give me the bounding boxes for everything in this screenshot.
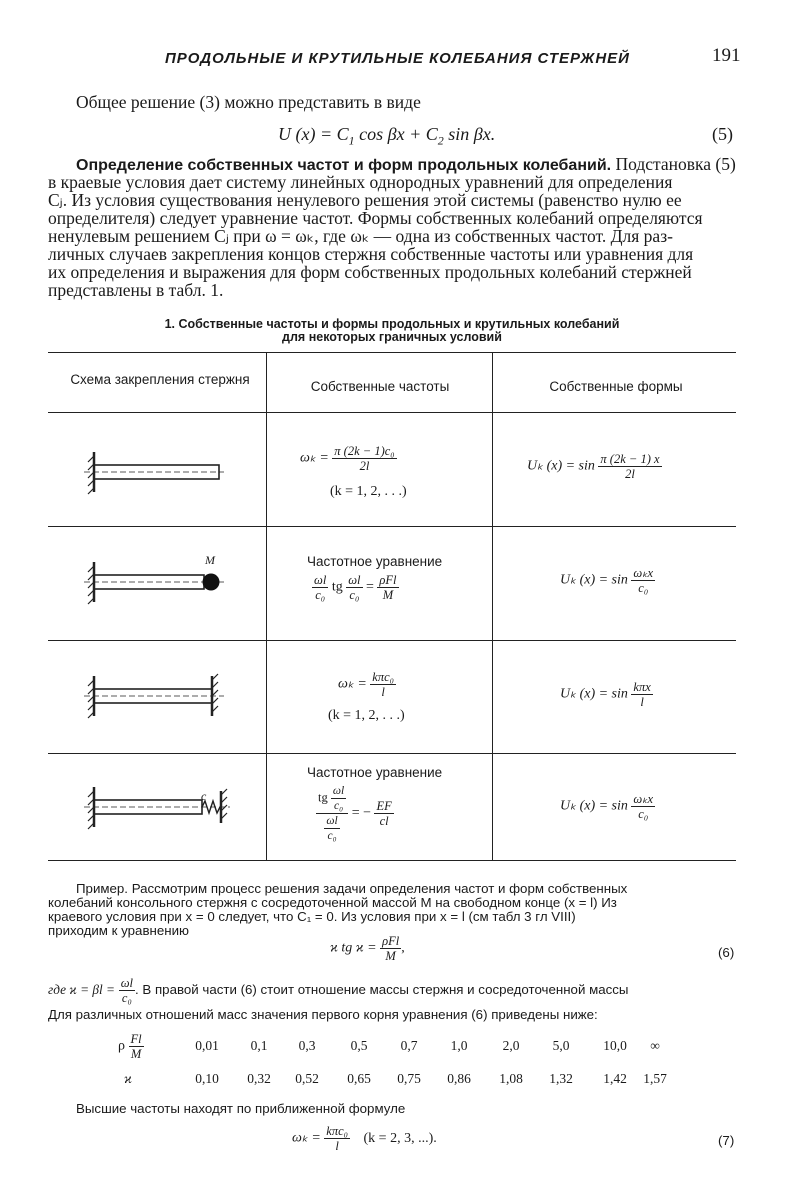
root-value: 0,65 <box>347 1071 371 1086</box>
formula-5: U $(x) = C_1$ $\cos \beta x + C_2$ sin βx. <box>278 124 496 148</box>
ratio-value: 10,0 <box>603 1038 627 1053</box>
row4-frequency-equation: tg $\frac{\omega l}{\text{c₀}}$ $\frac{\omega l}{\text{c₀}}$ = − $\frac{EF}{cl}$ <box>318 785 392 842</box>
section-line-5: ненулевым решением Cⱼ при ω = ωₖ, где ωₖ — одна из собственных частот. Для раз- <box>48 226 673 246</box>
example-line-4: приходим к уравнению <box>48 923 189 938</box>
mass-label: M <box>205 553 215 567</box>
table-caption: 1. Собственные частоты и формы продольных и крутильных колебаний для некоторых граничных условий <box>164 317 620 344</box>
ratio-value: 0,1 <box>250 1038 268 1053</box>
example-line-1: Пример. Рассмотрим процесс решения задачи определения частот и форм собственных <box>76 881 628 896</box>
row1-frequency: ωₖ = $\frac{\text{π (2k − 1)c₀}}{2l}$ <box>300 444 395 473</box>
ratio-value: 0,3 <box>298 1038 316 1053</box>
table-bottom-rule <box>48 860 736 861</box>
root-value: 0,52 <box>295 1071 319 1086</box>
ratio-value: 1,0 <box>450 1038 468 1053</box>
root-value: 0,32 <box>247 1071 271 1086</box>
root-value: 1,08 <box>499 1071 523 1086</box>
row3-form: Uₖ (x) = sin $\frac{\text{kπx}}{l}$ <box>560 680 651 709</box>
fixed-free-rod-diagram <box>80 448 240 498</box>
ratio-row-label: ρ $\frac{Fl}{M}$ <box>118 1032 142 1061</box>
table-row-rule-3 <box>48 753 736 754</box>
row2-frequency-title: Частотное уравнение <box>307 554 443 569</box>
where-line: где ϰ = βl = $\frac{\omega l}{\text{c₀}}$ . В правой части (6) стоит отношение массы стержня и сосредоточенной массы <box>48 976 629 1005</box>
root-value: 0,10 <box>195 1071 219 1086</box>
ratio-value: 2,0 <box>502 1038 520 1053</box>
row4-frequency-title: Частотное уравнение <box>307 765 443 780</box>
fixed-fixed-rod-diagram <box>80 672 240 722</box>
table-header-rule <box>48 412 736 413</box>
section-line-4: определителя) следует уравнение частот. Формы собственных колебаний определяются <box>48 208 703 228</box>
example-line-2: колебаний консольного стержня с сосредоточенной массой M на свободном конце (x = l) Из <box>48 895 617 910</box>
ratio-value: 0,01 <box>195 1038 219 1053</box>
equation-6: ϰ tg ϰ = $\frac{\text{ρFl}}{M}$ , <box>330 934 405 963</box>
section-line-7: их определения и выражения для форм собственных продольных колебаний стержней <box>48 262 692 282</box>
rod-with-end-mass-diagram <box>80 558 240 608</box>
running-title: ПРОДОЛЬНЫЕ И КРУТИЛЬНЫЕ КОЛЕБАНИЯ СТЕРЖНЕЙ <box>165 50 630 67</box>
row4-form: Uₖ (x) = sin $\frac{\text{ωₖx}}{\text{c₀}}$ <box>560 792 654 821</box>
table-col-divider-1 <box>266 353 267 860</box>
footer-text: Высшие частоты находят по приближенной формуле <box>76 1101 406 1116</box>
equation-number-6: (6) <box>718 945 735 960</box>
table-col-divider-2 <box>492 353 493 860</box>
row2-frequency-equation: $\frac{\omega l}{\text{c₀}}$ tg $\frac{\omega l}{\text{c₀}}$ = $\frac{\text{ρFl}}{M}$ <box>314 573 397 602</box>
section-line-3: Cⱼ. Из условия существования ненулевого решения этой системы (равенство нулю ее <box>48 190 682 210</box>
page-number: 191 <box>712 45 741 66</box>
rod-with-spring-diagram <box>80 783 240 833</box>
row3-k-values: (k = 1, 2, . . .) <box>328 708 405 723</box>
table-row-rule-1 <box>48 526 736 527</box>
section-line-8: представлены в табл. 1. <box>48 280 224 300</box>
table-header-forms: Собственные формы <box>549 379 683 394</box>
ratio-value: 0,7 <box>400 1038 418 1053</box>
section-line-2: в краевые условия дает систему линейных однородных уравнений для определения <box>48 172 673 192</box>
row1-k-values: (k = 1, 2, . . .) <box>330 484 407 499</box>
equation-number-5: (5) <box>712 124 733 144</box>
row2-form: Uₖ (x) = sin $\frac{\text{ωₖx}}{\text{c₀}}$ <box>560 566 654 595</box>
root-value: 0,75 <box>397 1071 421 1086</box>
row1-form: Uₖ (x) = sin $\frac{\pi (2k - 1) x}{2l}$ <box>527 452 660 481</box>
section-paragraph: Определение собственных частот и форм продольных колебаний. Подстановка (5) <box>76 154 736 174</box>
line-after-where: Для различных отношений масс значения первого корня уравнения (6) приведены ниже: <box>48 1007 598 1022</box>
table-row-rule-2 <box>48 640 736 641</box>
row3-frequency: ωₖ = $\frac{\text{kπc₀}}{l}$ <box>338 670 395 699</box>
table-header-frequencies: Собственные частоты <box>310 379 450 394</box>
ratio-value: 0,5 <box>350 1038 368 1053</box>
ratio-value: 5,0 <box>552 1038 570 1053</box>
root-row-label: ϰ <box>124 1072 132 1087</box>
root-value: 1,32 <box>549 1071 573 1086</box>
section-title: Определение собственных частот и форм продольных колебаний. <box>76 157 612 174</box>
equation-number-7: (7) <box>718 1133 735 1148</box>
ratio-value: ∞ <box>650 1038 660 1053</box>
example-line-3: краевого условия при x = 0 следует, что C₁ = 0. Из условия при x = l (см табл 3 гл VIII) <box>48 909 576 924</box>
root-value: 0,86 <box>447 1071 471 1086</box>
section-line-6: личных случаев закрепления концов стержня собственные частоты или уравнения для <box>48 244 694 264</box>
general-solution-text: Общее решение (3) можно представить в виде <box>76 92 421 112</box>
root-value: 1,42 <box>603 1071 627 1086</box>
table-top-rule <box>48 352 736 353</box>
table-header-scheme: Схема закрепления стержня <box>70 372 250 387</box>
spring-label: c <box>201 789 207 803</box>
root-value: 1,57 <box>643 1071 667 1086</box>
equation-7: ωₖ = $\frac{\text{kπc₀}}{l}$ (k = 2, 3, ...). <box>292 1124 437 1153</box>
